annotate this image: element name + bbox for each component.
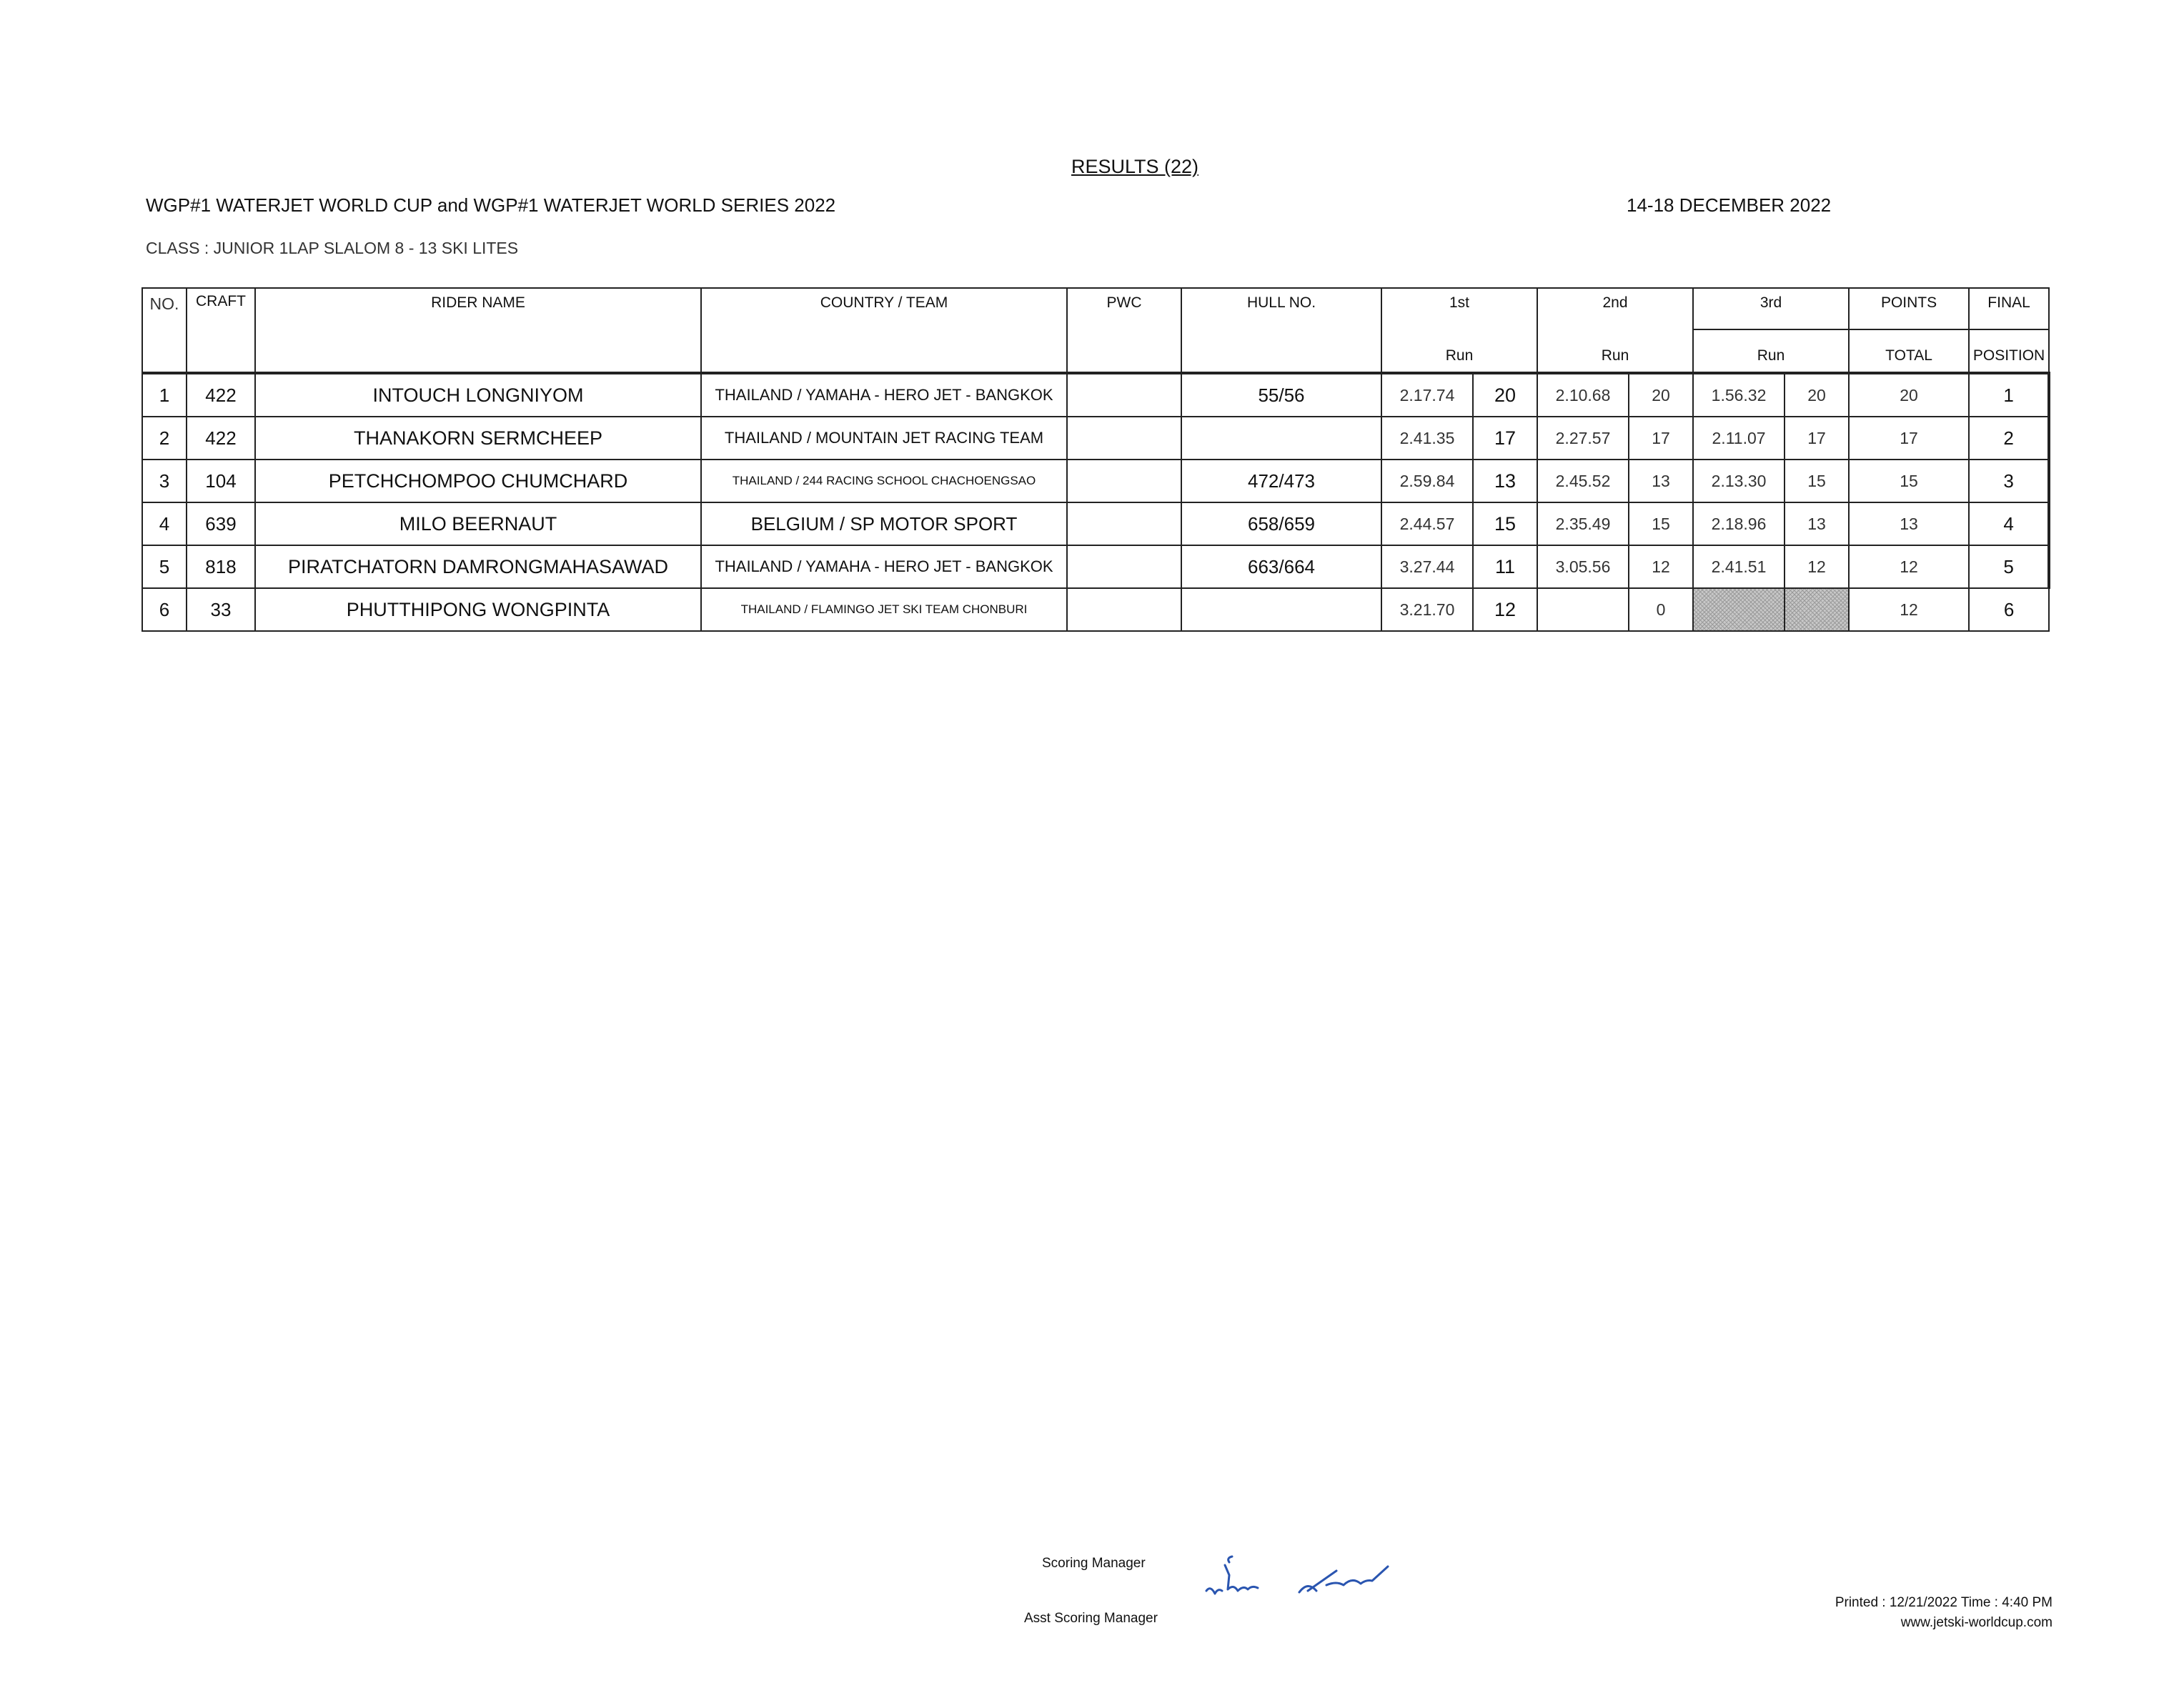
cell-run2-time: 2.10.68 xyxy=(1537,373,1629,417)
cell-pwc xyxy=(1067,460,1181,502)
cell-run3-points: 13 xyxy=(1785,502,1849,545)
cell-rider: PETCHCHOMPOO CHUMCHARD xyxy=(255,460,701,502)
cell-rider: PIRATCHATORN DAMRONGMAHASAWAD xyxy=(255,545,701,588)
cell-craft: 639 xyxy=(187,502,255,545)
cell-run3-points: 17 xyxy=(1785,417,1849,460)
cell-run3-time xyxy=(1693,588,1785,631)
cell-run3-time: 2.13.30 xyxy=(1693,460,1785,502)
cell-craft: 33 xyxy=(187,588,255,631)
cell-no: 5 xyxy=(142,545,187,588)
cell-run2-points: 0 xyxy=(1629,588,1693,631)
results-table xyxy=(142,287,2050,632)
cell-pwc xyxy=(1067,373,1181,417)
col-header-final: FINAL xyxy=(1969,288,2049,329)
cell-pwc xyxy=(1067,588,1181,631)
table-row xyxy=(142,417,2049,460)
cell-run3-points: 12 xyxy=(1785,545,1849,588)
printed-timestamp: Printed : 12/21/2022 Time : 4:40 PM xyxy=(1835,1595,2053,1610)
cell-run1-time: 3.21.70 xyxy=(1381,588,1473,631)
cell-run1-points: 20 xyxy=(1473,373,1537,417)
cell-rider: INTOUCH LONGNIYOM xyxy=(255,373,701,417)
cell-craft: 422 xyxy=(187,417,255,460)
cell-team: THAILAND / FLAMINGO JET SKI TEAM CHONBURI xyxy=(701,588,1067,631)
cell-run3-time: 2.11.07 xyxy=(1693,417,1785,460)
cell-run1-time: 2.44.57 xyxy=(1381,502,1473,545)
event-name: WGP#1 WATERJET WORLD CUP and WGP#1 WATERJET WORLD SERIES 2022 xyxy=(146,194,836,216)
cell-team: THAILAND / 244 RACING SCHOOL CHACHOENGSAO xyxy=(701,460,1067,502)
cell-run1-points: 13 xyxy=(1473,460,1537,502)
cell-team: BELGIUM / SP MOTOR SPORT xyxy=(701,502,1067,545)
cell-total: 13 xyxy=(1849,502,1969,545)
cell-run2-time xyxy=(1537,588,1629,631)
cell-run1-time: 2.59.84 xyxy=(1381,460,1473,502)
col-subheader-position: POSITION xyxy=(1969,329,2049,373)
col-subheader-run1: Run xyxy=(1381,329,1537,373)
cell-rider: PHUTTHIPONG WONGPINTA xyxy=(255,588,701,631)
cell-hull: 663/664 xyxy=(1181,545,1381,588)
col-header-run1: 1st xyxy=(1381,288,1537,329)
cell-run1-points: 17 xyxy=(1473,417,1537,460)
col-header-no: NO. xyxy=(142,288,187,373)
cell-hull: 472/473 xyxy=(1181,460,1381,502)
table-row xyxy=(142,373,2049,417)
col-header-hull: HULL NO. xyxy=(1181,288,1381,373)
website-link: www.jetski-worldcup.com xyxy=(1900,1615,2053,1630)
cell-no: 2 xyxy=(142,417,187,460)
cell-no: 1 xyxy=(142,373,187,417)
cell-team: THAILAND / YAMAHA - HERO JET - BANGKOK xyxy=(701,545,1067,588)
table-row xyxy=(142,545,2049,588)
col-subheader-run2: Run xyxy=(1537,329,1693,373)
cell-run2-time: 2.45.52 xyxy=(1537,460,1629,502)
cell-run1-time: 2.41.35 xyxy=(1381,417,1473,460)
cell-hull: 658/659 xyxy=(1181,502,1381,545)
cell-position: 4 xyxy=(1969,502,2049,545)
cell-craft: 818 xyxy=(187,545,255,588)
col-subheader-run3: Run xyxy=(1693,329,1849,373)
col-subheader-total: TOTAL xyxy=(1849,329,1969,373)
col-header-craft: CRAFT xyxy=(187,288,255,373)
col-header-points: POINTS xyxy=(1849,288,1969,329)
cell-run1-points: 11 xyxy=(1473,545,1537,588)
cell-no: 3 xyxy=(142,460,187,502)
cell-position: 5 xyxy=(1969,545,2049,588)
cell-run2-time: 3.05.56 xyxy=(1537,545,1629,588)
table-row xyxy=(142,460,2049,502)
col-header-pwc: PWC xyxy=(1067,288,1181,373)
cell-no: 4 xyxy=(142,502,187,545)
cell-run3-time: 2.41.51 xyxy=(1693,545,1785,588)
cell-hull xyxy=(1181,417,1381,460)
cell-position: 1 xyxy=(1969,373,2049,417)
class-label: CLASS : JUNIOR 1LAP SLALOM 8 - 13 SKI LITES xyxy=(146,239,519,257)
cell-position: 3 xyxy=(1969,460,2049,502)
cell-run2-points: 12 xyxy=(1629,545,1693,588)
cell-pwc xyxy=(1067,545,1181,588)
cell-total: 20 xyxy=(1849,373,1969,417)
cell-team: THAILAND / MOUNTAIN JET RACING TEAM xyxy=(701,417,1067,460)
cell-total: 12 xyxy=(1849,588,1969,631)
page-title: RESULTS (22) xyxy=(1071,156,1199,177)
cell-run2-points: 17 xyxy=(1629,417,1693,460)
cell-craft: 104 xyxy=(187,460,255,502)
scoring-manager-label: Scoring Manager xyxy=(1042,1556,1146,1571)
cell-run1-time: 3.27.44 xyxy=(1381,545,1473,588)
cell-run2-time: 2.27.57 xyxy=(1537,417,1629,460)
col-header-run3: 3rd xyxy=(1693,288,1849,329)
col-header-team: COUNTRY / TEAM xyxy=(701,288,1067,373)
col-header-rider: RIDER NAME xyxy=(255,288,701,373)
cell-run3-time: 2.18.96 xyxy=(1693,502,1785,545)
cell-total: 12 xyxy=(1849,545,1969,588)
cell-run3-points: 20 xyxy=(1785,373,1849,417)
cell-rider: THANAKORN SERMCHEEP xyxy=(255,417,701,460)
cell-pwc xyxy=(1067,502,1181,545)
cell-run2-time: 2.35.49 xyxy=(1537,502,1629,545)
cell-craft: 422 xyxy=(187,373,255,417)
cell-total: 15 xyxy=(1849,460,1969,502)
cell-hull: 55/56 xyxy=(1181,373,1381,417)
cell-run2-points: 13 xyxy=(1629,460,1693,502)
cell-run1-points: 12 xyxy=(1473,588,1537,631)
cell-position: 2 xyxy=(1969,417,2049,460)
cell-pwc xyxy=(1067,417,1181,460)
cell-run3-points xyxy=(1785,588,1849,631)
col-header-run2: 2nd xyxy=(1537,288,1693,329)
signature-image xyxy=(1201,1549,1415,1607)
cell-run1-points: 15 xyxy=(1473,502,1537,545)
cell-run2-points: 15 xyxy=(1629,502,1693,545)
event-dates: 14-18 DECEMBER 2022 xyxy=(1627,194,1832,216)
cell-position: 6 xyxy=(1969,588,2049,631)
cell-run2-points: 20 xyxy=(1629,373,1693,417)
cell-hull xyxy=(1181,588,1381,631)
cell-no: 6 xyxy=(142,588,187,631)
cell-run3-points: 15 xyxy=(1785,460,1849,502)
cell-run3-time: 1.56.32 xyxy=(1693,373,1785,417)
cell-total: 17 xyxy=(1849,417,1969,460)
cell-run1-time: 2.17.74 xyxy=(1381,373,1473,417)
asst-scoring-manager-label: Asst Scoring Manager xyxy=(1024,1611,1158,1626)
cell-rider: MILO BEERNAUT xyxy=(255,502,701,545)
table-row xyxy=(142,502,2049,545)
cell-team: THAILAND / YAMAHA - HERO JET - BANGKOK xyxy=(701,373,1067,417)
table-row xyxy=(142,588,2049,631)
